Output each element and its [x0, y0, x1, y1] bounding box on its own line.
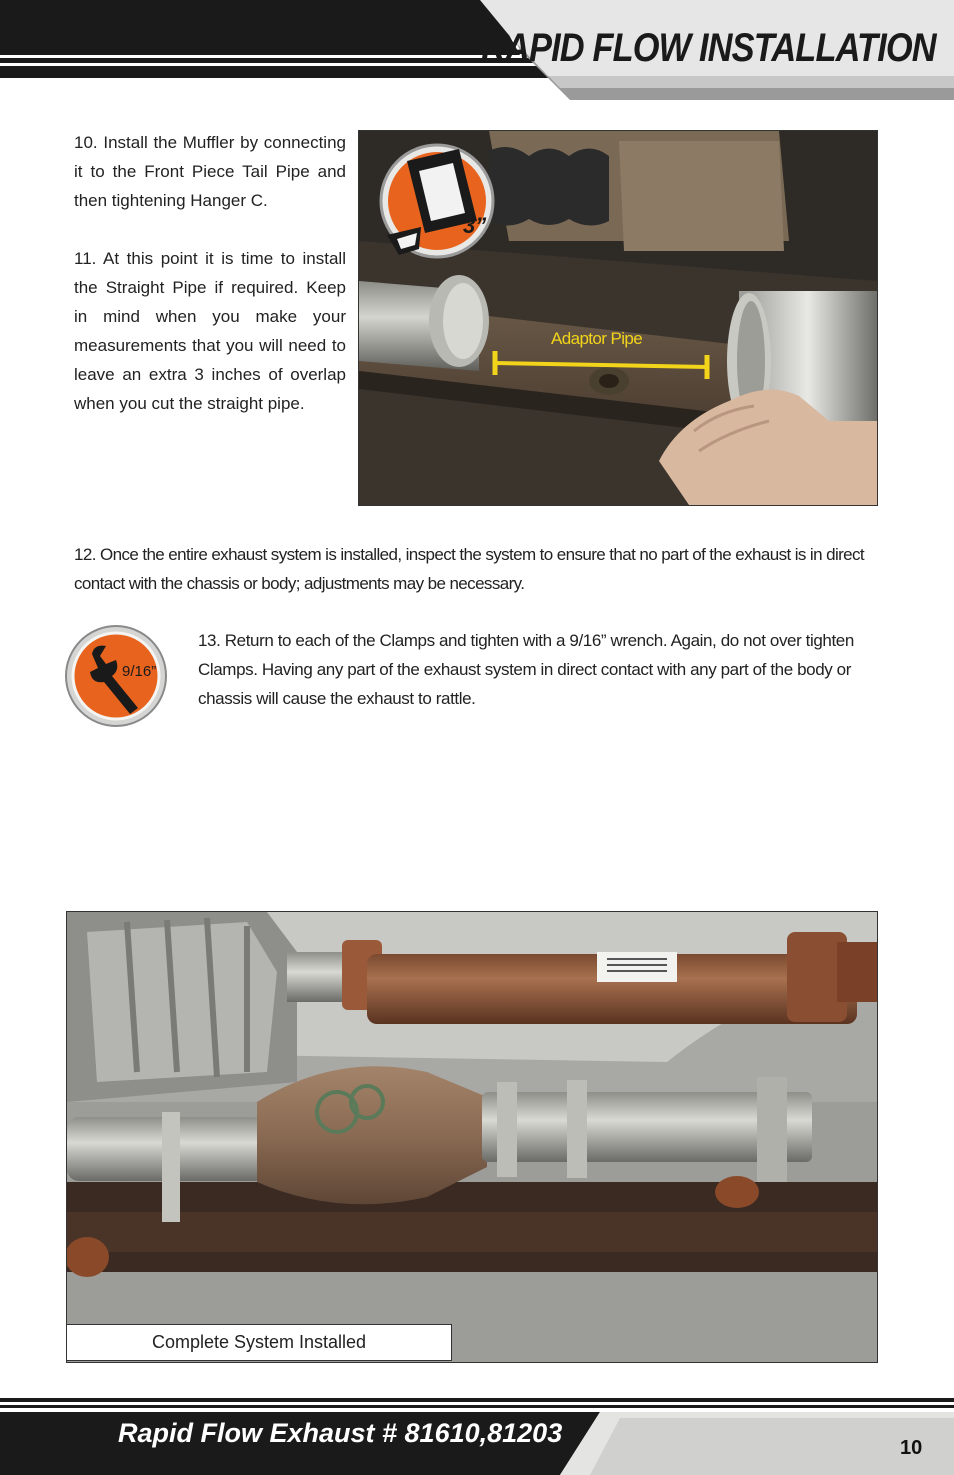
footer-product-title: Rapid Flow Exhaust # 81610,81203 [118, 1418, 563, 1448]
step-13 [198, 626, 878, 713]
step-12 [74, 540, 878, 598]
adaptor-pipe-illustration [359, 131, 877, 505]
step-13-number: 13. [198, 631, 221, 650]
page-title: RAPID FLOW INSTALLATION [481, 26, 936, 70]
step-11-text: At this point it is time to install the Straight Pipe if required. Keep in mind when you make your measurements that you will need to leave an extra 3 inches of overlap when you cut the straight pipe. [74, 249, 346, 413]
wrench-size-label: 9/16” [122, 663, 157, 680]
page-number: 10 [900, 1437, 923, 1459]
step-10-text: Install the Muffler by connecting it to the Front Piece Tail Pipe and then tightening Hanger C. [74, 133, 346, 210]
step-12-number: 12. [74, 545, 96, 564]
adaptor-pipe-label: Adaptor Pipe [551, 329, 643, 348]
step-11 [74, 244, 346, 418]
tape-measure-label: 3” [463, 213, 487, 238]
step-10 [74, 128, 346, 215]
step-12-text: Once the entire exhaust system is installed, inspect the system to ensure that no part of the exhaust is in direct contact with the chassis or body; adjustments may be necessary. [74, 545, 865, 593]
photo-caption: Complete System Installed [66, 1324, 452, 1361]
tape-measure-icon [381, 145, 493, 257]
complete-system-photo [66, 911, 878, 1363]
step-10-number: 10. [74, 133, 98, 152]
step-13-text: Return to each of the Clamps and tighten with a 9/16” wrench. Again, do not over tighten Clamps. Having any part of the exhaust system in direct contact with any part of the body or chassis will cause the exhaust to rattle. [198, 631, 854, 708]
adaptor-pipe-photo [358, 130, 878, 506]
step-11-number: 11. [74, 249, 97, 268]
complete-system-illustration [67, 912, 877, 1362]
wrench-icon [64, 624, 168, 728]
